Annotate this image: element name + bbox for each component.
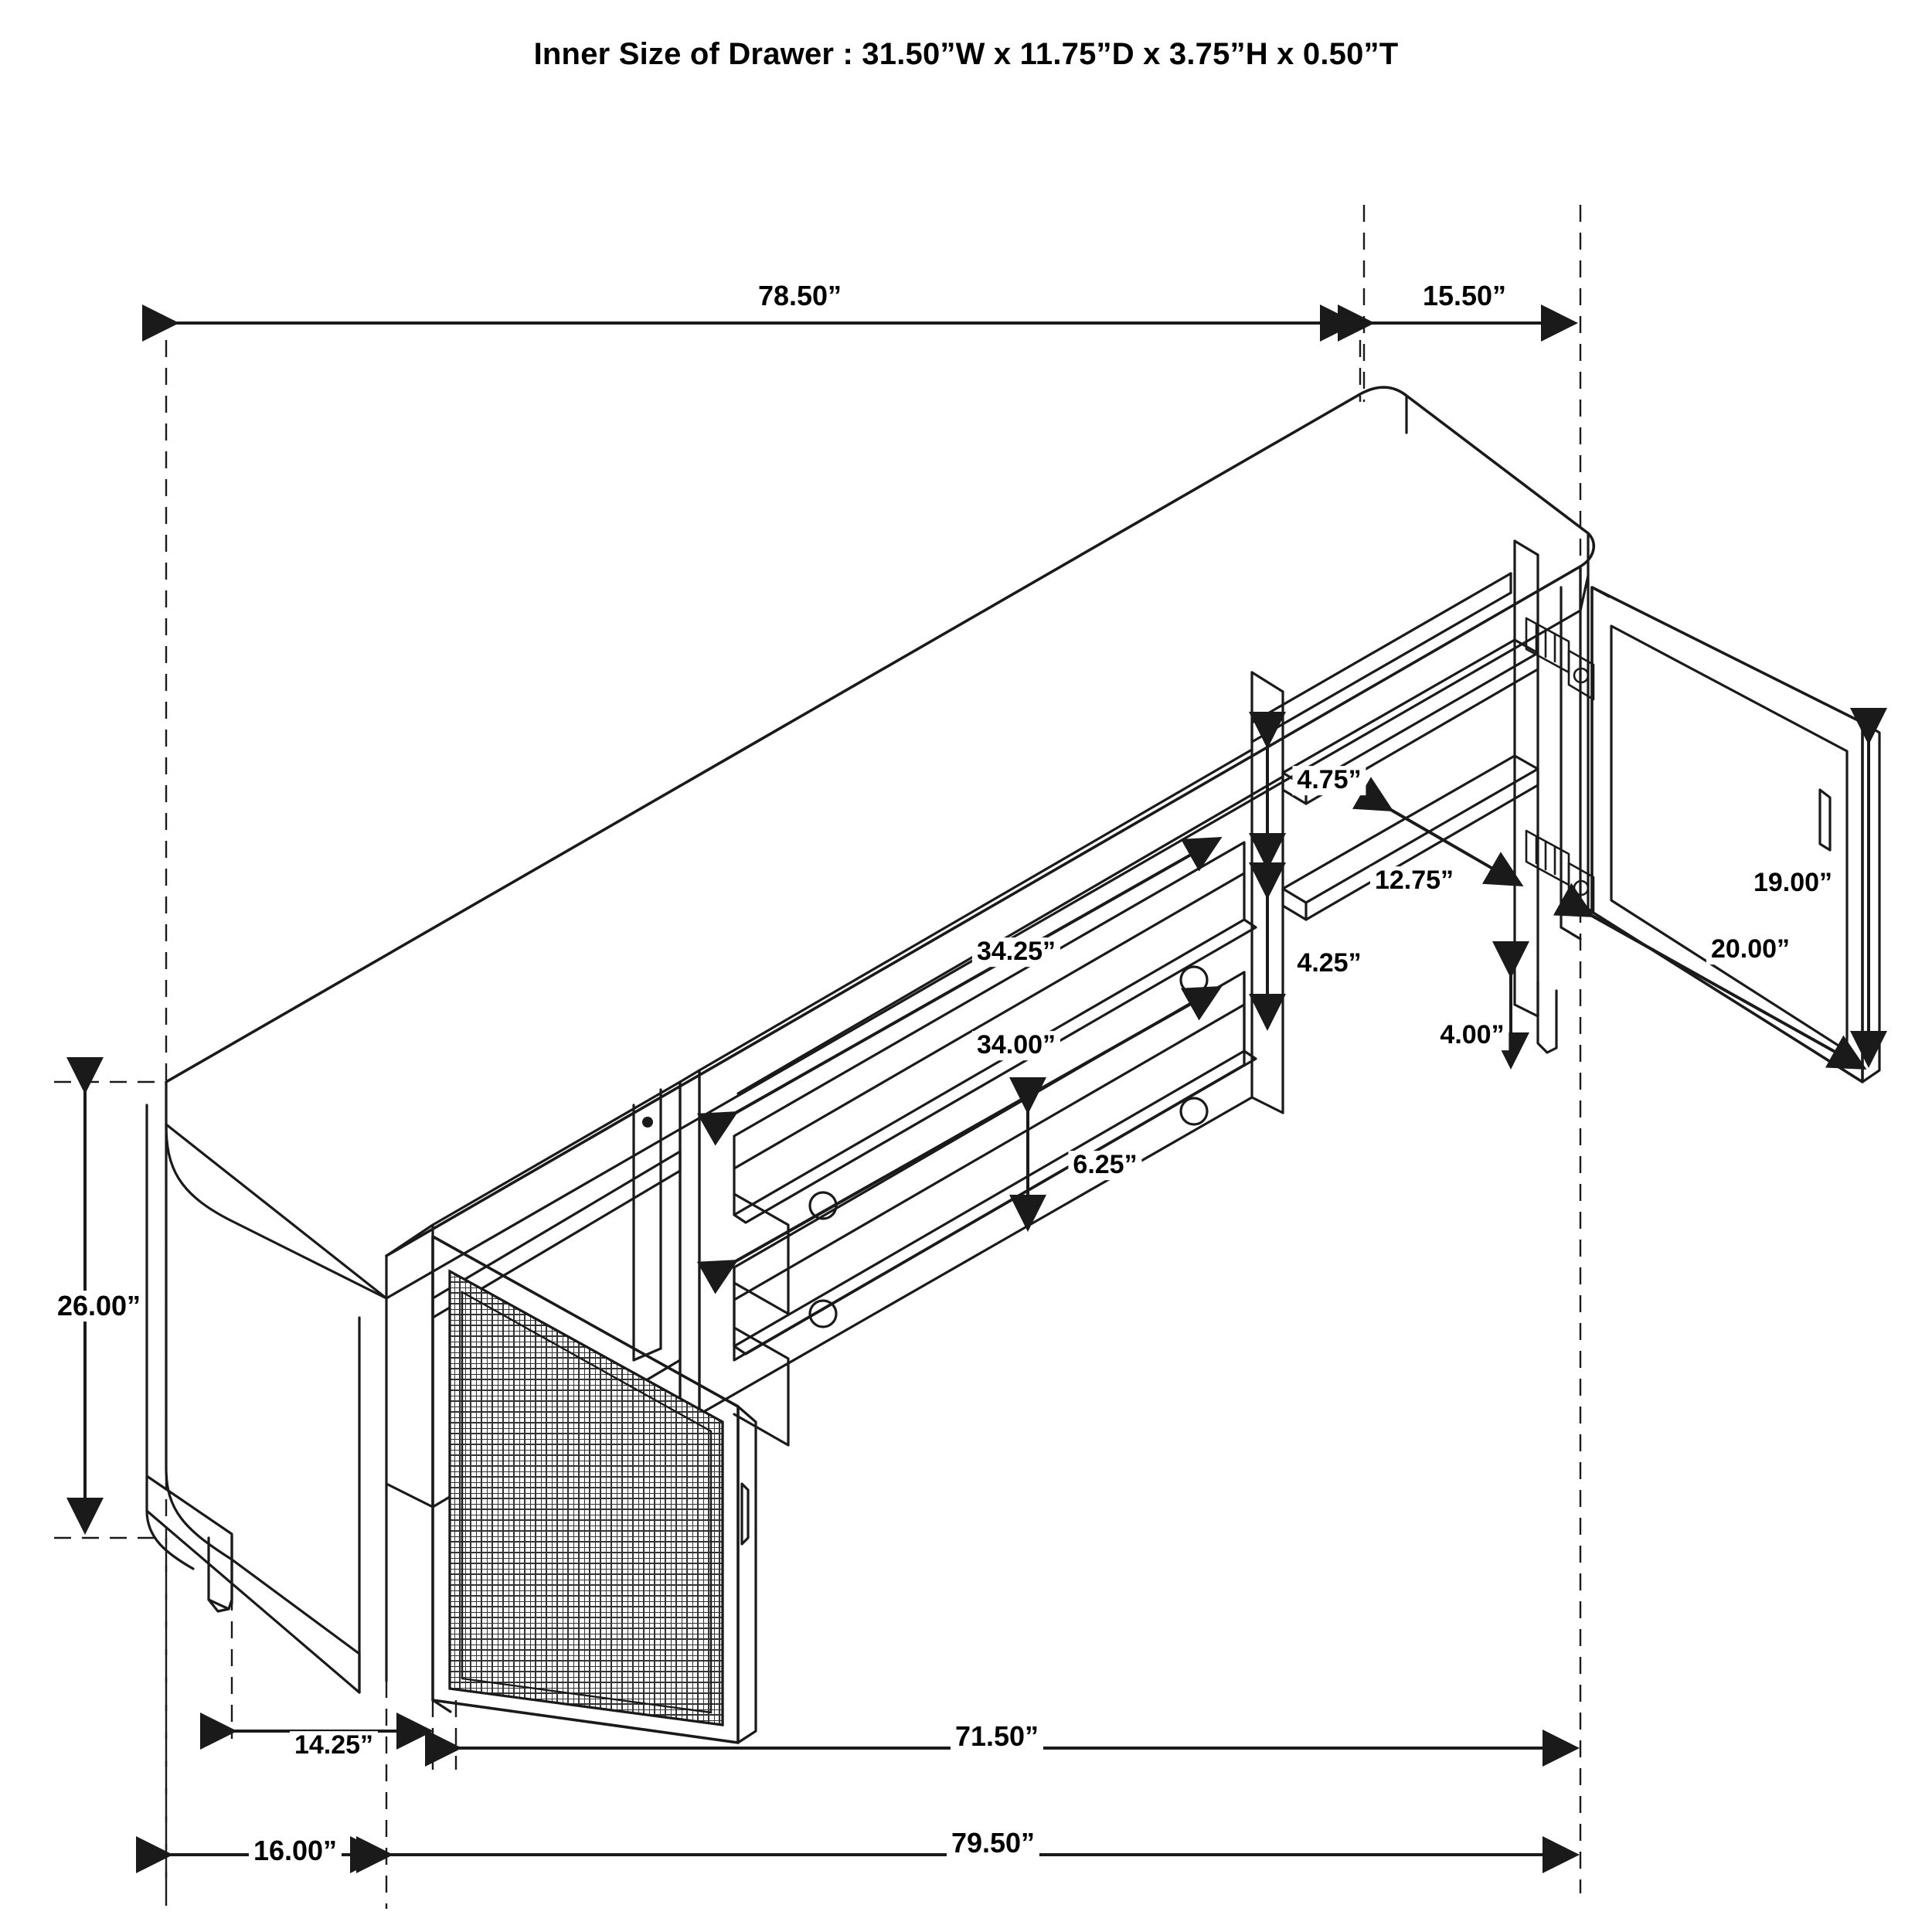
dim-label-top-door-swing: 15.50” bbox=[1418, 281, 1511, 311]
cane-panel bbox=[450, 1271, 723, 1725]
dim-label-top-drawer-width: 34.25” bbox=[972, 937, 1060, 967]
dim-label-right-door-width: 20.00” bbox=[1706, 935, 1794, 964]
dim-label-bottom-drawer-width: 34.00” bbox=[972, 1031, 1060, 1060]
page-title: Inner Size of Drawer : 31.50”W x 11.75”D x 3.75”H x 0.50”T bbox=[533, 37, 1399, 71]
dim-label-right-section-width: 71.50” bbox=[951, 1721, 1043, 1752]
dim-label-left-door-width: 14.25” bbox=[290, 1731, 378, 1760]
dim-label-shelf-opening-height: 4.75” bbox=[1292, 766, 1366, 795]
cabinet-body bbox=[147, 387, 1879, 1743]
dim-label-cabinet-interior-depth: 12.75” bbox=[1370, 866, 1458, 896]
dim-label-right-door-height: 19.00” bbox=[1749, 869, 1837, 898]
dim-label-drawer-opening-height: 4.25” bbox=[1292, 949, 1366, 978]
dim-label-left-base-width: 16.00” bbox=[249, 1835, 342, 1866]
dim-label-overall-width: 79.50” bbox=[947, 1828, 1039, 1859]
dim-label-top-overall-width: 78.50” bbox=[753, 281, 846, 311]
dim-label-drawer-front-height: 6.25” bbox=[1068, 1151, 1141, 1180]
dim-label-overall-height: 26.00” bbox=[53, 1291, 145, 1321]
extension-lines bbox=[54, 205, 1580, 1909]
dim-label-lower-opening-height: 4.00” bbox=[1435, 1021, 1509, 1050]
